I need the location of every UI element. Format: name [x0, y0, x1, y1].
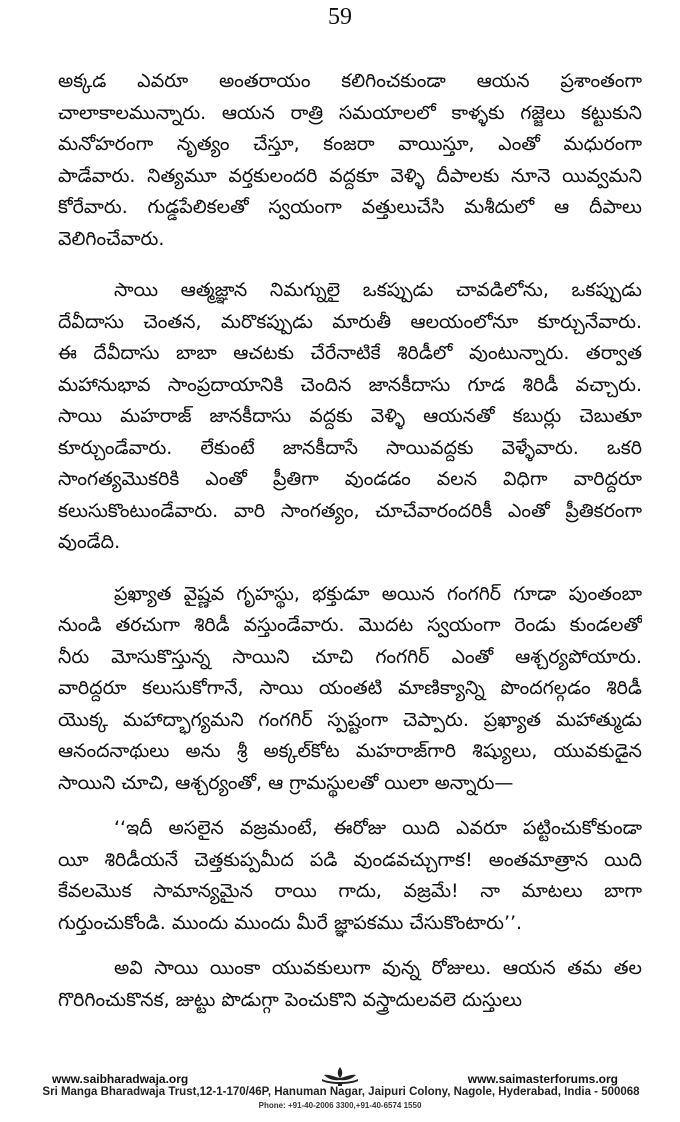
text-line: ప్రఖ్యాత వైష్ణవ గృహస్థు, భక్తుడూ అయిన గంగగిర్ గూడా పుంతంబా — [114, 582, 642, 605]
text-line: గొరిగించుకొనక, జుట్టు పొడుగ్గా పెంచుకొని వస్త్రాదులవలె దుస్తులు — [58, 988, 523, 1011]
paragraph — [58, 275, 642, 559]
text-line: గుర్తుంచుకోండి. ముందు ముందు మీరే జ్ఞాపకము చేసుకొంటారు’’. — [58, 911, 523, 934]
page-number: 59 — [328, 4, 352, 30]
page-body — [58, 66, 642, 1016]
text-line: పాడేవారు. నిత్యమూ వర్తకులందరి వద్దకూ వెళ్ళి దీపాలకు నూనె యివ్వమని — [58, 164, 642, 187]
page-footer — [0, 1063, 680, 1122]
text-line: యొక్క మహాద్భాగ్యమని గంగగిర్ స్పష్టంగా చెప్పారు. ప్రఖ్యాత మహాత్ముడు — [58, 708, 642, 731]
text-line: మహానుభావ సాంప్రదాయానికి చెందిన జానకీదాసు గూడ శిరిడీ వచ్చారు. — [58, 373, 642, 396]
text-line: మనోహరంగా నృత్యం చేస్తూ, కంజరా వాయిస్తూ, ఎంతో మధురంగా — [58, 133, 642, 155]
paragraph — [58, 953, 642, 1016]
text-line: కేవలమొక సామాన్యమైన రాయి గాదు, వజ్రమే! నా మాటలు బాగా — [58, 880, 642, 902]
paragraph — [58, 579, 642, 800]
text-line: వెలిగించేవారు. — [58, 227, 165, 250]
text-line: నీరు మోసుకొస్తున్న సాయిని చూచి గంగగిర్ ఎంతో ఆశ్చర్యపోయారు. — [58, 645, 642, 668]
text-line: వుండేది. — [58, 531, 121, 553]
text-line: సాయి ఆత్మజ్ఞాన నిమగ్నులై ఒకప్పుడు చావడిలోను, ఒకప్పుడు — [114, 279, 642, 301]
text-line: సాయి మహరాజ్ జానకీదాసు వద్దకు వెళ్ళి ఆయనతో కబుర్లు చెబుతూ — [58, 405, 642, 427]
text-line: వారిద్దరూ కలుసుకోగానే, సాయి యంతటి మాణిక్యాన్ని పొందగల్గడం శిరిడీ — [58, 677, 642, 699]
footer-phone: Phone: +91-40-2006 3300,+91-40-6574 1550 — [258, 1101, 422, 1110]
text-line: నుండి తరచుగా శిరిడీ వస్తుండేవారు. మొదట స్వయంగా రెండు కుండలతో — [58, 614, 642, 636]
text-line: సాంగత్యమొకరికి ఎంతో ప్రీతిగా వుండడం వలన విధిగా వారిద్దరూ — [58, 468, 642, 490]
text-line: చాలాకాలమున్నారు. ఆయన రాత్రి సమయాలలో కాళ్ళకు గజ్జెలు కట్టుకుని — [58, 101, 642, 124]
text-line: యీ శిరిడీయనే చెత్తకుప్పమీద పడి వుండవచ్చుగాక! అంతమాత్రాన యిది — [58, 848, 642, 871]
text-line: ఆనందనాథులు అను శ్రీ అక్కల్‌కోట మహరాజ్‌గారి శిష్యులు, యువకుడైన — [58, 740, 642, 762]
footer-address: Sri Manga Bharadwaja Trust,12-1-170/46P, Hanuman Nagar, Jaipuri Colony, Nagole, Hyderabad, India - 500068 — [42, 1086, 640, 1098]
paragraph — [58, 66, 642, 255]
text-line: ‘‘ఇదీ అసలైన వజ్రమంటే, ఈరోజు యిది ఎవరూ పట్టించుకోకుండా — [114, 817, 642, 839]
text-line: కలుసుకొంటుండేవారు. వారి సాంగత్యం, చూచేవారందరికీ ఎంతో ప్రీతికరంగా — [58, 499, 642, 522]
text-line: కూర్చుండేవారు. లేకుంటే జానకీదాసే సాయివద్దకు వెళ్ళేవారు. ఒకరి — [58, 436, 642, 459]
text-line: దేవీదాసు చెంతన, మరొకప్పుడు మారుతీ ఆలయంలోనూ కూర్చునేవారు. — [58, 310, 642, 333]
quote-paragraph — [58, 813, 642, 939]
text-line: అవి సాయి యింకా యువకులుగా వున్న రోజులు. ఆయన తమ తల — [114, 957, 642, 979]
footer-website-link[interactable]: www.saibharadwaja.org — [52, 1072, 189, 1086]
footer-forum-link[interactable]: www.saimasterforums.org — [467, 1072, 618, 1086]
text-line: కోరేవారు. గుడ్డపేలికలతో స్వయంగా వత్తులుచేసి మశీదులో ఆ దీపాలు — [58, 196, 642, 218]
text-line: ఈ దేవీదాసు బాబా ఆచటకు చేరేనాటికే శిరిడీలో వుంటున్నారు. తర్వాత — [58, 342, 642, 364]
text-line: సాయిని చూచి, ఆశ్చర్యంతో, ఆ గ్రామస్థులతో యిలా అన్నారు— — [58, 771, 514, 794]
text-line: అక్కడ ఎవరూ అంతరాయం కలిగించకుండా ఆయన ప్రశాంతంగా — [58, 70, 642, 92]
lotus-om-icon — [318, 1065, 362, 1087]
